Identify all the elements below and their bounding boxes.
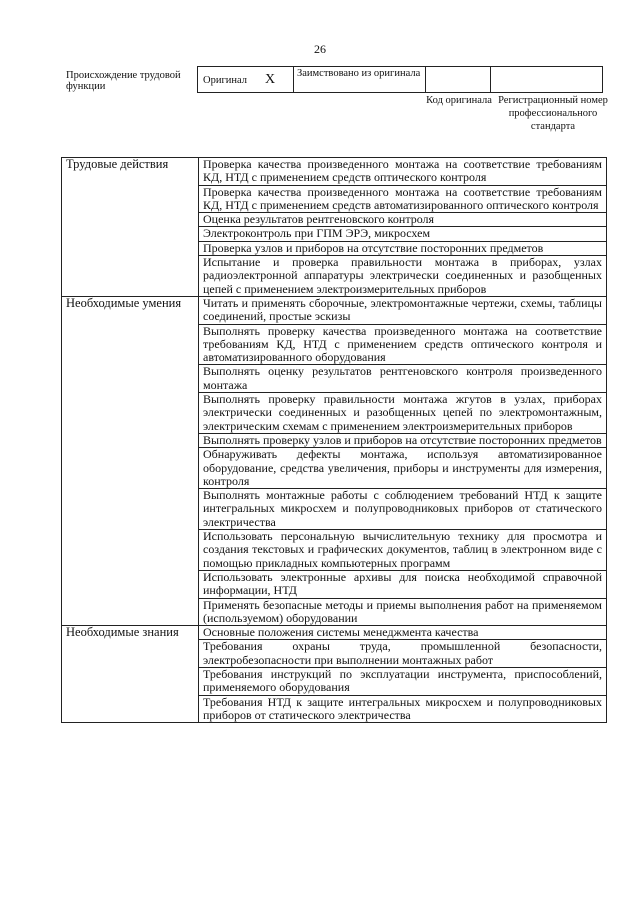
section-title: Необходимые умения: [62, 296, 199, 324]
reg-number-cell: [491, 67, 603, 93]
table-row: [62, 256, 607, 297]
table-row: [62, 640, 607, 668]
list-item: Читать и применять сборочные, электромонтажные чертежи, схемы, таблицы соединений, простые эскизы: [199, 296, 607, 324]
section-title-spacer: [62, 640, 199, 668]
list-item: Проверка узлов и приборов на отсутствие посторонних предметов: [199, 241, 607, 255]
section-title: Необходимые знания: [62, 626, 199, 640]
table-row: [62, 324, 607, 365]
section-title-spacer: [62, 695, 199, 723]
section-title-spacer: [62, 667, 199, 695]
origin-label: Происхождение трудовой функции: [66, 70, 181, 92]
list-item: Выполнять проверку узлов и приборов на отсутствие посторонних предметов: [199, 433, 607, 447]
list-item: Проверка качества произведенного монтажа на соответствие требованиям КД, НТД с применением средств автоматизированного оптического контроля: [199, 185, 607, 213]
list-item: Выполнять монтажные работы с соблюдением требований НТД к защите интегральных микросхем и полупроводниковых приборов от статического электричества: [199, 489, 607, 530]
table-row: [62, 598, 607, 626]
list-item: Оценка результатов рентгеновского контроля: [199, 213, 607, 227]
list-item: Требования охраны труда, промышленной безопасности, электробезопасности при выполнении монтажных работ: [199, 640, 607, 668]
code-cell: [426, 67, 491, 93]
table-row: [62, 365, 607, 393]
list-item: Выполнять проверку правильности монтажа жгутов в узлах, приборах электрически соединенных и разобщенных цепей по электромонтажным, электрическим схемам с применением электроизмерительных приборов: [199, 393, 607, 434]
reg-caption: Регистрационный номер профессионального стандарта: [498, 95, 608, 132]
list-item: Испытание и проверка правильности монтажа в приборах, узлах радиоэлектронной аппаратуры электрически соединенных и разобщенных цепей с применением электроизмерительных приборов: [199, 256, 607, 297]
original-mark: X: [265, 71, 276, 87]
list-item: Основные положения системы менеджмента качества: [199, 626, 607, 640]
original-label: Оригинал: [203, 74, 247, 86]
list-item: Требования инструкций по эксплуатации инструмента, приспособлений, применяемого оборудования: [199, 667, 607, 695]
list-item: Электроконтроль при ГПМ ЭРЭ, микросхем: [199, 227, 607, 241]
table-row: [62, 227, 607, 241]
table-row: [62, 695, 607, 723]
section-title-spacer: [62, 185, 199, 213]
origin-table: [197, 66, 603, 93]
section-title-spacer: [62, 598, 199, 626]
original-cell: [198, 67, 294, 93]
function-details-table: [61, 157, 607, 723]
table-row: [62, 626, 607, 640]
table-row: [62, 570, 607, 598]
table-row: [62, 530, 607, 571]
table-row: [62, 241, 607, 255]
section-title-spacer: [62, 241, 199, 255]
table-row: [62, 185, 607, 213]
table-row: [62, 448, 607, 489]
table-row: [62, 213, 607, 227]
section-title-spacer: [62, 570, 199, 598]
section-title-spacer: [62, 433, 199, 447]
section-title-spacer: [62, 530, 199, 571]
table-row: [62, 158, 607, 186]
list-item: Проверка качества произведенного монтажа на соответствие требованиям КД, НТД с применением средств оптического контроля: [199, 158, 607, 186]
section-title-spacer: [62, 489, 199, 530]
section-title-spacer: [62, 365, 199, 393]
section-title-spacer: [62, 213, 199, 227]
section-title-spacer: [62, 324, 199, 365]
list-item: Использовать электронные архивы для поиска необходимой справочной информации, НТД: [199, 570, 607, 598]
list-item: Выполнять оценку результатов рентгеновского контроля произведенного монтажа: [199, 365, 607, 393]
section-title-spacer: [62, 393, 199, 434]
list-item: Использовать персональную вычислительную технику для просмотра и создания текстовых и графических документов, таблиц в электронном виде с помощью прикладных компьютерных программ: [199, 530, 607, 571]
table-row: [62, 667, 607, 695]
list-item: Применять безопасные методы и приемы выполнения работ на применяемом (используемом) оборудовании: [199, 598, 607, 626]
table-row: [62, 393, 607, 434]
list-item: Обнаруживать дефекты монтажа, используя автоматизированное оборудование, средства увеличения, приборы и инструменты для измерения, контроля: [199, 448, 607, 489]
code-caption: Код оригинала: [426, 95, 492, 106]
list-item: Требования НТД к защите интегральных микросхем и полупроводниковых приборов от статического электричества: [199, 695, 607, 723]
table-row: [62, 489, 607, 530]
list-item: Выполнять проверку качества произведенного монтажа на соответствие требованиям КД, НТД с применением средств оптического контроля и автоматизированного оборудования: [199, 324, 607, 365]
section-title: Трудовые действия: [62, 158, 199, 186]
table-row: [62, 433, 607, 447]
borrowed-cell: [294, 67, 426, 93]
section-title-spacer: [62, 227, 199, 241]
page-number: 26: [314, 42, 326, 56]
section-title-spacer: [62, 448, 199, 489]
borrowed-label: Заимствовано из оригинала: [297, 68, 421, 79]
table-row: [62, 296, 607, 324]
section-title-spacer: [62, 256, 199, 297]
